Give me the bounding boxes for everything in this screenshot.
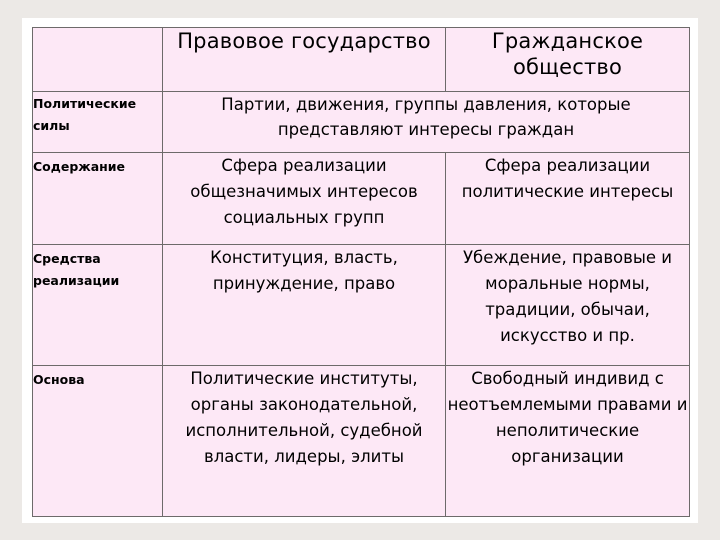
row-label-means: Средства реализации bbox=[33, 245, 163, 366]
header-rule-of-law-state: Правовое государство bbox=[163, 28, 446, 92]
table-row bbox=[33, 245, 690, 366]
cell-basis-society: Свободный индивид с неотъемлемыми правами и неполитические организации bbox=[446, 366, 690, 517]
comparison-table bbox=[32, 27, 690, 517]
cell-content-state: Сфера реализации общезначимых интересов социальных групп bbox=[163, 153, 446, 245]
table-row bbox=[33, 92, 690, 153]
table-row bbox=[33, 153, 690, 245]
cell-content-society: Сфера реализации политические интересы bbox=[446, 153, 690, 245]
header-civil-society: Гражданское общество bbox=[446, 28, 690, 92]
cell-political-forces: Партии, движения, группы давления, которые представляют интересы граждан bbox=[163, 92, 690, 153]
row-label-content: Содержание bbox=[33, 153, 163, 245]
table-row bbox=[33, 366, 690, 517]
header-empty-cell bbox=[33, 28, 163, 92]
cell-means-society: Убеждение, правовые и моральные нормы, традиции, обычаи, искусство и пр. bbox=[446, 245, 690, 366]
row-label-political-forces: Политические силы bbox=[33, 92, 163, 153]
cell-basis-state: Политические институты, органы законодательной, исполнительной, судебной власти, лидеры, элиты bbox=[163, 366, 446, 517]
cell-means-state: Конституция, власть, принуждение, право bbox=[163, 245, 446, 366]
table-header-row bbox=[33, 28, 690, 92]
row-label-basis: Основа bbox=[33, 366, 163, 517]
